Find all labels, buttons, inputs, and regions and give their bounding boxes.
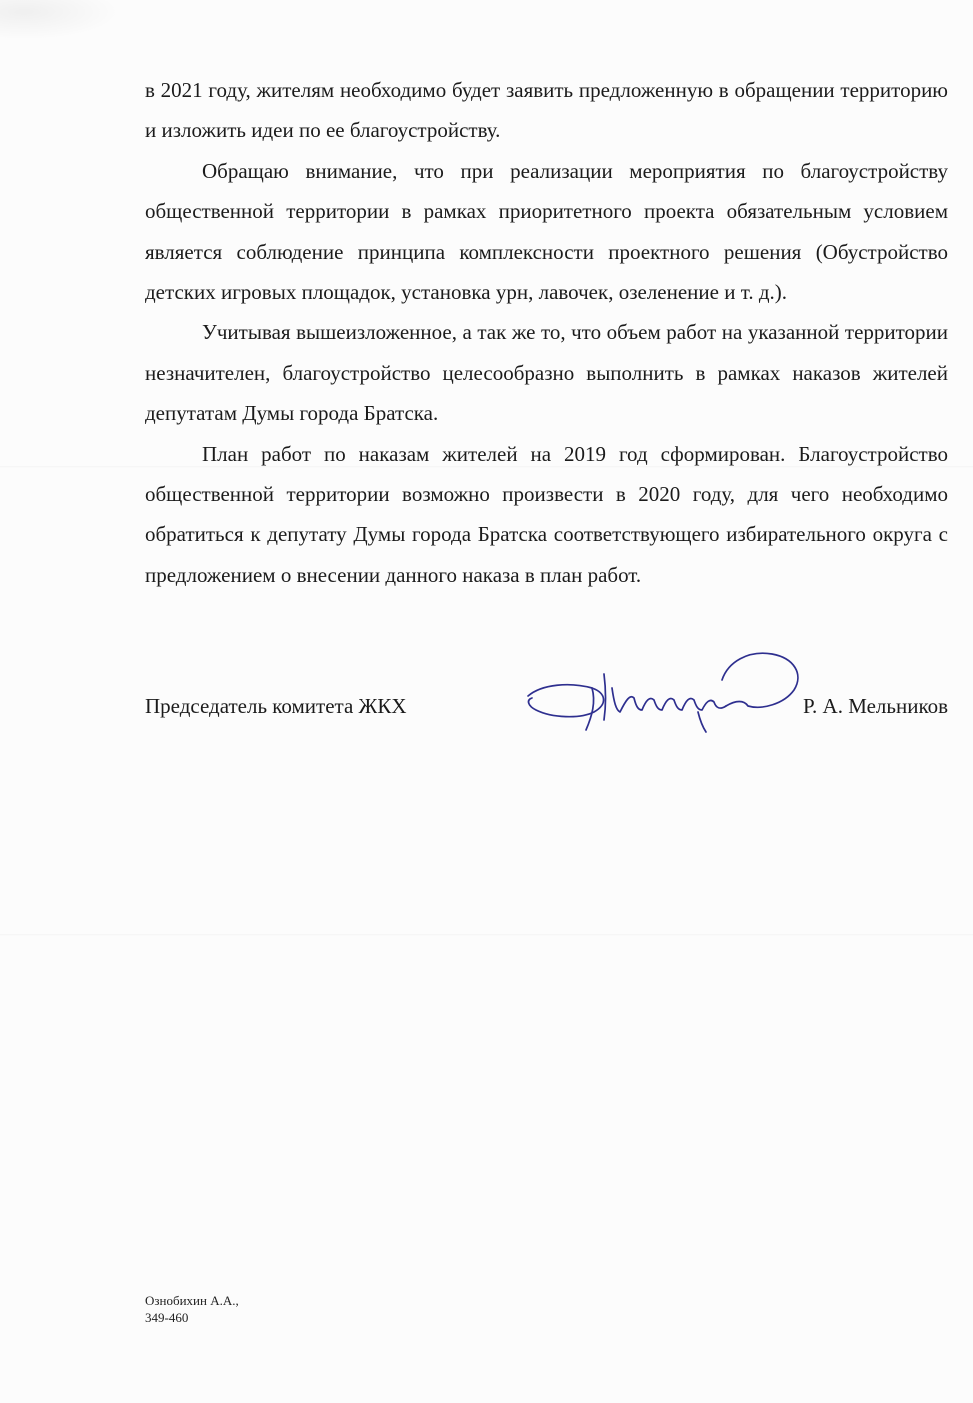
letter-body: [145, 70, 948, 595]
signer-position: Председатель комитета ЖКХ: [145, 694, 407, 718]
scan-shadow: [0, 0, 120, 40]
signer-name: Р. А. Мельников: [802, 694, 948, 718]
paragraph-2: Обращаю внимание, что при реализации мероприятия по благоустройству общественной территории в рамках приоритетного проекта обязательным условием является соблюдение принципа комплексности проектного решения (Обустройство детских игровых площадок, установка урн, лавочек, озеленение и т. д.).: [145, 158, 948, 305]
paragraph-3: Учитывая вышеизложенное, а так же то, что объем работ на указанной территории незначителен, благоустройство целесообразно выполнить в рамках наказов жителей депутатам Думы города Братска.: [145, 320, 948, 426]
paper-fold-line: [0, 934, 973, 936]
executor-name: Ознобихин А.А.,: [145, 1293, 239, 1308]
paragraph-1: в 2021 году, жителям необходимо будет заявить предложенную в обращении территорию и изложить идеи по ее благоустройству.: [145, 78, 948, 143]
handwritten-signature: [522, 644, 802, 740]
executor-note: [145, 1292, 239, 1326]
paragraph-4: План работ по наказам жителей на 2019 год сформирован. Благоустройство общественной территории возможно произвести в 2020 году, для чего необходимо обратиться к депутату Думы города Братска соответствующего избирательного округа с предложением о внесении данного наказа в план работ.: [145, 441, 948, 587]
executor-phone: 349-460: [145, 1310, 189, 1325]
